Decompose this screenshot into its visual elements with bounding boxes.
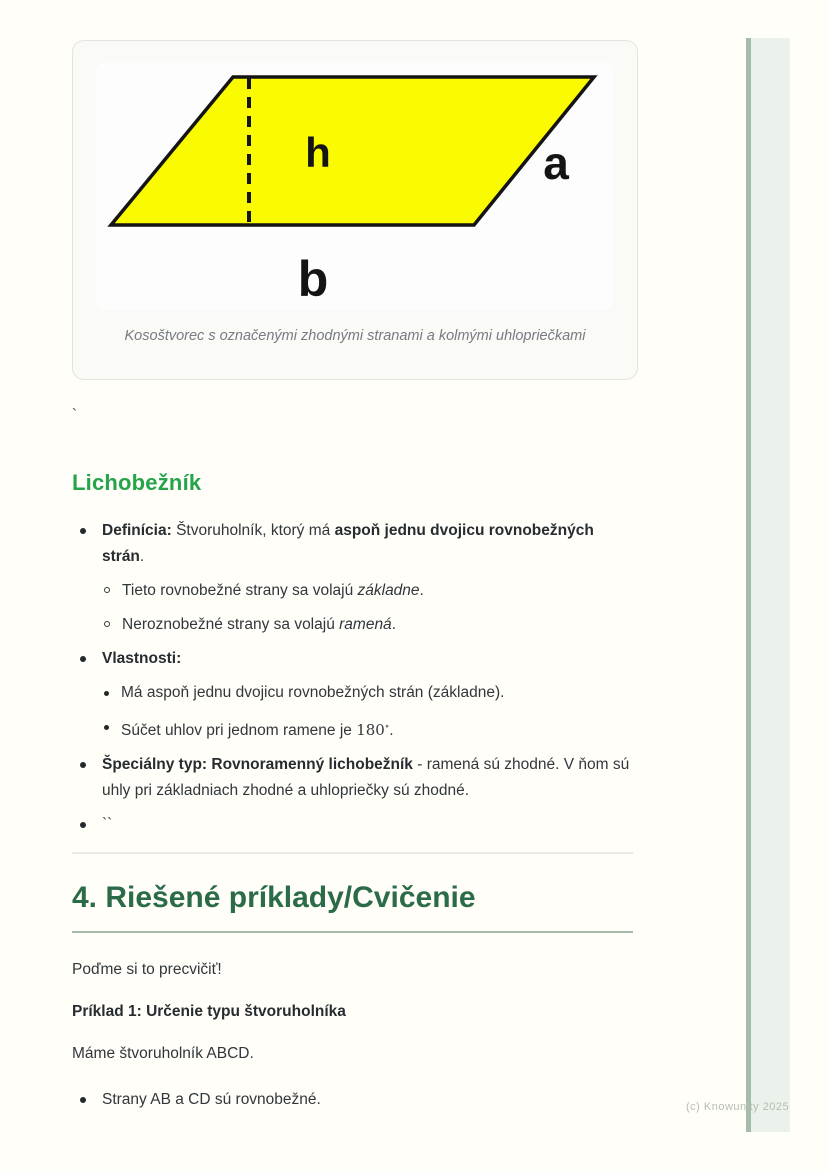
list-item-sides [72, 1087, 633, 1113]
copyright-watermark: (c) Knowunity 2025 [686, 1101, 790, 1113]
backticks-text: `` [102, 816, 113, 834]
prop-angles-text: Súčet uhlov pri jednom ramene je [121, 722, 357, 740]
bases-period: . [419, 582, 424, 599]
label-h: h [305, 129, 331, 176]
example1-list [72, 1087, 633, 1113]
prop-parallel-text: Má aspoň jednu dvojicu rovnobežných strán (základne). [121, 684, 505, 701]
bullet-icon [80, 656, 86, 662]
example1-text: Máme štvoruholník ABCD. [72, 1045, 254, 1063]
parallelogram-svg [96, 63, 613, 310]
section-heading-exercises: 4. Riešené príklady/Cvičenie [72, 878, 633, 933]
list-item-prop-angles [72, 714, 633, 744]
list-item-bases [72, 578, 633, 604]
prop-angles-period: . [389, 722, 394, 740]
bullet-icon [80, 1097, 86, 1103]
sides-text: Strany AB a CD sú rovnobežné. [102, 1091, 321, 1109]
parallelogram-shape [111, 77, 594, 225]
special-label: Špeciálny typ: Rovnoramenný lichobežník [102, 756, 413, 774]
label-a: a [543, 137, 569, 189]
figure-caption: Kosoštvorec s označenými zhodnými stranami a kolmými uhlopriečkami [124, 328, 586, 344]
parallelogram-figure [96, 63, 613, 310]
legs-text: Neroznobežné strany sa volajú [122, 616, 340, 633]
list-item-legs [72, 612, 633, 638]
list-item-properties [72, 646, 633, 672]
bullet-icon [104, 691, 109, 696]
figure-card [72, 40, 638, 380]
definition-text: Štvoruholník, ktorý má [171, 522, 335, 539]
circle-bullet-icon [104, 621, 110, 627]
definition-label: Definícia: [102, 522, 172, 539]
bullet-icon [80, 822, 86, 828]
legs-term: ramená [339, 616, 392, 633]
legs-period: . [391, 616, 396, 633]
special-text: - ramená sú zhodné. V ňom sú uhly pri základniach zhodné a uhlopriečky sú zhodné. [102, 756, 630, 800]
list-item-special [72, 752, 633, 804]
main-content [72, 40, 633, 1121]
list-item-definition [72, 518, 633, 570]
section-heading-lichobeznik: Lichobežník [72, 470, 202, 495]
stray-backtick: ` [72, 406, 77, 423]
example1-title: Príklad 1: Určenie typu štvoruholníka [72, 1003, 346, 1021]
definition-bold-text: aspoň jednu dvojicu rovnobežných strán [102, 522, 594, 565]
bullet-icon [104, 725, 109, 730]
definition-period: . [139, 548, 145, 565]
circle-bullet-icon [104, 587, 110, 593]
bases-term: základne [357, 582, 420, 599]
bullet-icon [80, 762, 86, 768]
bases-text: Tieto rovnobežné strany sa volajú [122, 582, 358, 599]
exercises-intro: Poďme si to precvičiť! [72, 961, 222, 979]
degree-symbol: ∘ [384, 722, 390, 732]
properties-label: Vlastnosti: [102, 650, 182, 667]
list-item-backticks [72, 812, 633, 838]
bullet-icon [80, 528, 86, 534]
trapezoid-list [72, 518, 633, 838]
section-divider [72, 852, 633, 854]
list-item-prop-parallel [72, 680, 633, 706]
page-edge-strip [746, 38, 790, 1132]
angle-value: 180 [356, 721, 385, 740]
label-b: b [297, 251, 329, 307]
